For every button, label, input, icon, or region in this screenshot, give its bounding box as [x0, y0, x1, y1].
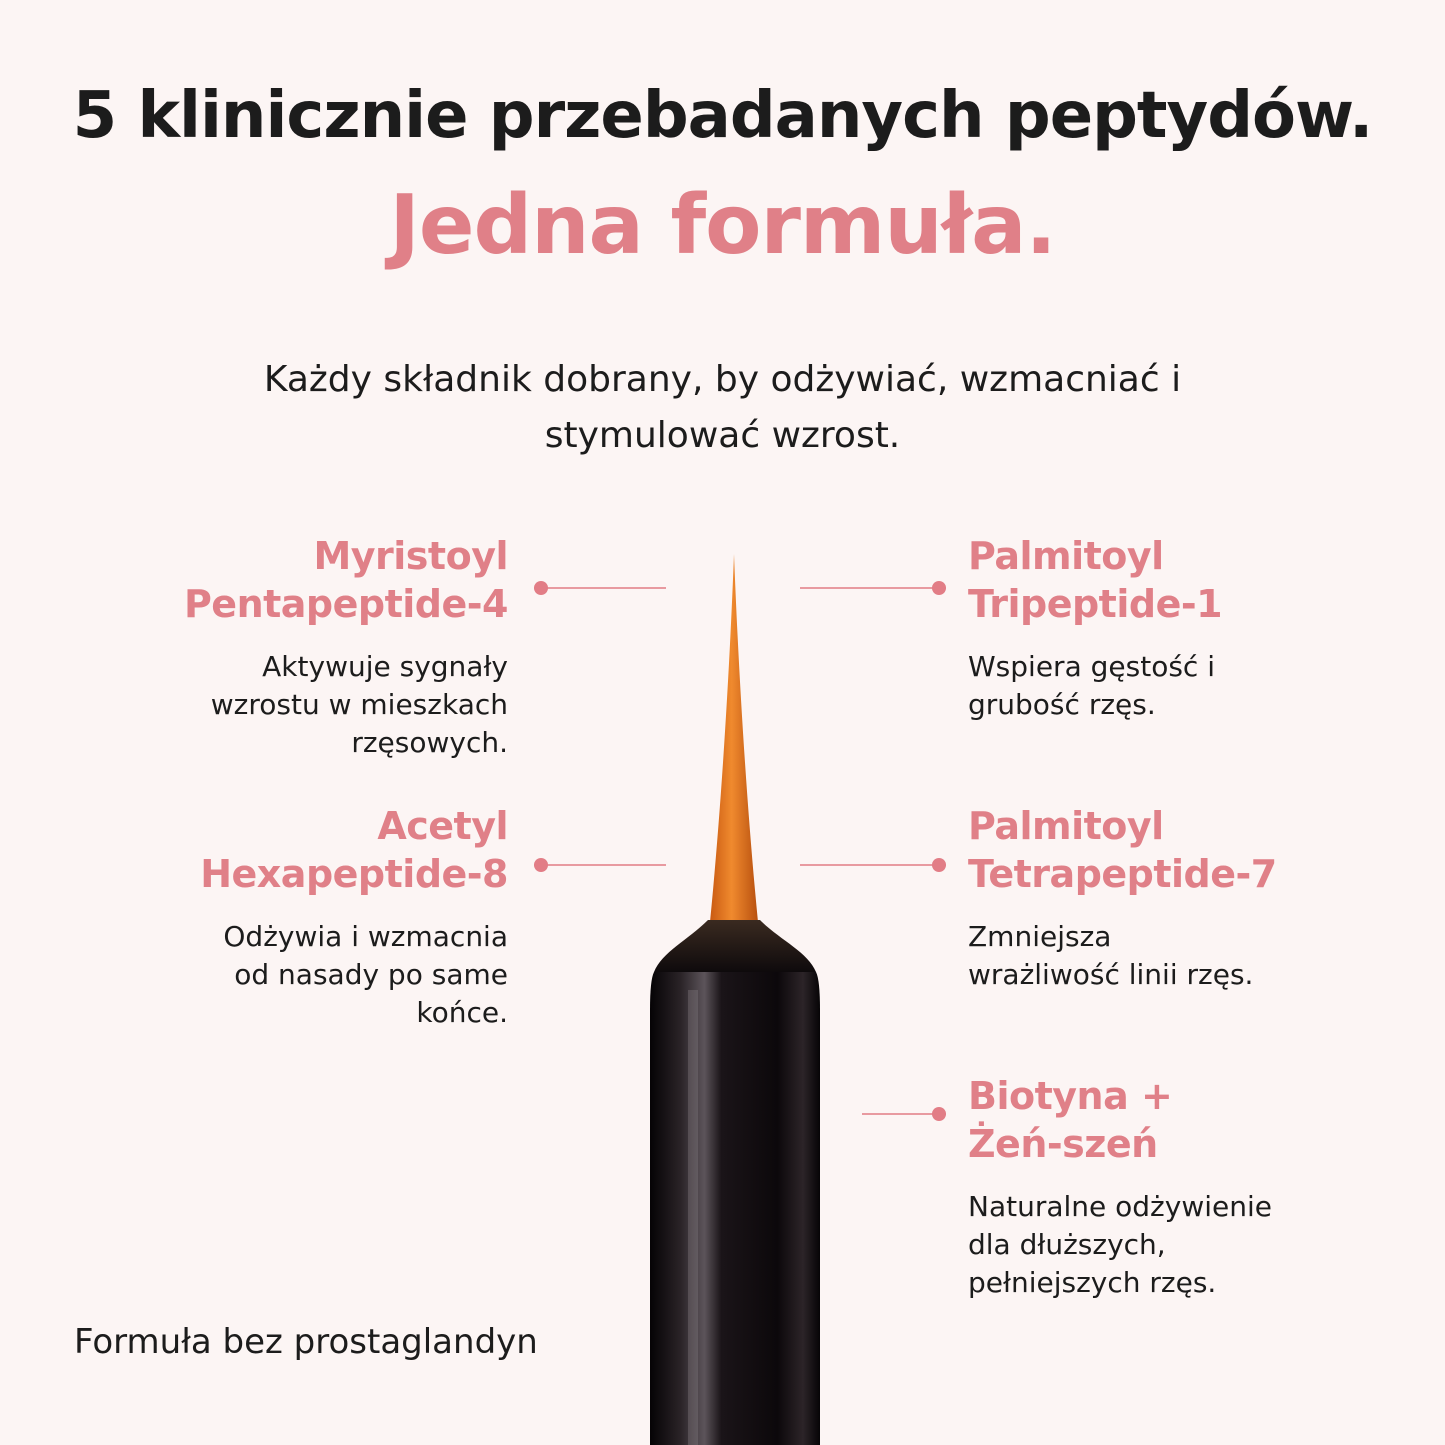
subtitle-line-1: Każdy składnik dobrany, by odżywiać, wzmacniać i — [263, 359, 1182, 400]
ingredient-description: Wspiera gęstość i grubość rzęs. — [968, 650, 1215, 721]
footnote-prostaglandin-free: Formuła bez prostaglandyn — [74, 1322, 538, 1362]
connector-acetyl — [534, 864, 666, 866]
connector-biotyna — [862, 1113, 946, 1115]
headline-line-2: Jedna formuła. — [389, 178, 1056, 273]
ingredient-palmitoyl-tetrapeptide — [968, 802, 1408, 994]
connector-palmitoyl-tripeptide — [800, 587, 946, 589]
connector-myristoyl — [534, 587, 666, 589]
ingredient-name: Biotyna + Żeń-szeń — [968, 1074, 1173, 1166]
ingredient-name: Palmitoyl Tetrapeptide-7 — [968, 804, 1277, 896]
ingredient-palmitoyl-tripeptide — [968, 532, 1388, 724]
ingredient-name: Acetyl Hexapeptide-8 — [200, 804, 508, 896]
connector-dot — [534, 858, 548, 872]
ingredient-description: Aktywuje sygnały wzrostu w mieszkach rzęsowych. — [210, 650, 508, 759]
ingredient-name: Palmitoyl Tripeptide-1 — [968, 534, 1223, 626]
applicator-neck — [654, 920, 816, 972]
ingredient-description: Odżywia i wzmacnia od nasady po same końce. — [223, 920, 508, 1029]
connector-dot — [932, 581, 946, 595]
subtitle-line-2: stymulować wzrost. — [544, 415, 901, 456]
ingredient-name: Myristoyl Pentapeptide-4 — [183, 534, 508, 626]
headline-line-1: 5 klinicznie przebadanych peptydów. — [72, 79, 1373, 153]
ingredient-biotyna-zen-szen — [968, 1072, 1408, 1302]
brush-tip — [710, 554, 758, 922]
ingredient-description: Zmniejsza wrażliwość linii rzęs. — [968, 920, 1254, 991]
ingredient-acetyl-hexapeptide — [100, 802, 508, 1032]
serum-applicator-image — [630, 540, 840, 1445]
ingredient-myristoyl-pentapeptide — [100, 532, 508, 762]
applicator-tube — [650, 972, 820, 1445]
connector-dot — [932, 858, 946, 872]
connector-dot — [932, 1107, 946, 1121]
subtitle — [200, 352, 1245, 464]
connector-dot — [534, 581, 548, 595]
tube-highlight — [688, 990, 698, 1445]
connector-palmitoyl-tetrapeptide — [800, 864, 946, 866]
ingredient-description: Naturalne odżywienie dla dłuższych, pełniejszych rzęs. — [968, 1190, 1272, 1299]
